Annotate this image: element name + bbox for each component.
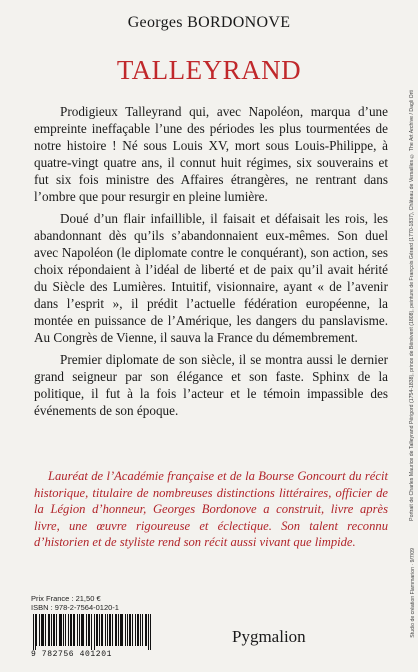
barcode-icon <box>31 614 157 650</box>
blurb-paragraph: Prodigieux Talleyrand qui, avec Napoléon, marqua d’une empreinte ineffaçable l’une des périodes les plus tourmentées de notre histoire ! Né sous Louis XV, mort sous Louis-Philippe, à quatre-vingt quatre ans, il connut huit régimes, six souverains et fut six fois ministre des Affaires étrangères, ne rentrant dans l’ombre que pour resurgir en pleine lumière. <box>34 104 388 204</box>
blurb-paragraph: Doué d’un flair infaillible, il faisait et défaisait les rois, les abandonnant dès qu’ils s’abandonnaient eux-mêmes. Son duel avec Napoléon (le diplomate contre le conquérant), son action, ses choix répondaient à l’idéal de liberté et de paix qu’il avait hérité du Siècle des Lumières. Intuitif, visionnaire, ayant « de l’avenir dans l’esprit », il prédit l’actuelle fédération européenne, la montée en puissance de l’Amérique, les dangers du panslavisme. Au Congrès de Vienne, il sauva la France du démembrement. <box>34 211 388 345</box>
image-credits: Portrait de Charles Maurice de Talleyrand Périgord (1754-1838), prince de Bénévent (1808), peinture de François Gérard (1770-1837), Château de Versailles © The Art Archive / Dagli Orti <box>409 90 415 521</box>
author-bio-text: Lauréat de l’Académie française et de la Bourse Goncourt du récit historique, titulaire de nombreuses distinctions littéraires, officier de la Légion d’honneur, Georges Bordonove a construit, livre après livre, une œuvre rigoureuse et éclectique. Son talent reconnu d’historien et de styliste rend son récit aussi vivant que limpide. <box>34 469 388 549</box>
isbn-label: ISBN : 978-2-7564-0120-1 <box>31 603 119 612</box>
author-bio <box>34 468 388 551</box>
barcode-block <box>31 594 163 662</box>
publisher-name: Pygmalion <box>232 627 306 646</box>
author-name: Georges BORDONOVE <box>127 14 291 31</box>
price-label: Prix France : 21,50 € <box>31 594 101 603</box>
book-title: TALLEYRAND <box>116 55 302 85</box>
barcode-number: 9 782756 401201 <box>31 650 113 659</box>
studio-credit: Studio de création Flammarion · 9/7/09 <box>410 548 416 638</box>
blurb <box>34 103 388 419</box>
blurb-paragraph: Premier diplomate de son siècle, il se montra aussi le dernier grand seigneur par son élégance et son faste. Sphinx de la politique, il fut à la fois l’acteur et le témoin impassible des événements de son époque. <box>34 352 388 418</box>
